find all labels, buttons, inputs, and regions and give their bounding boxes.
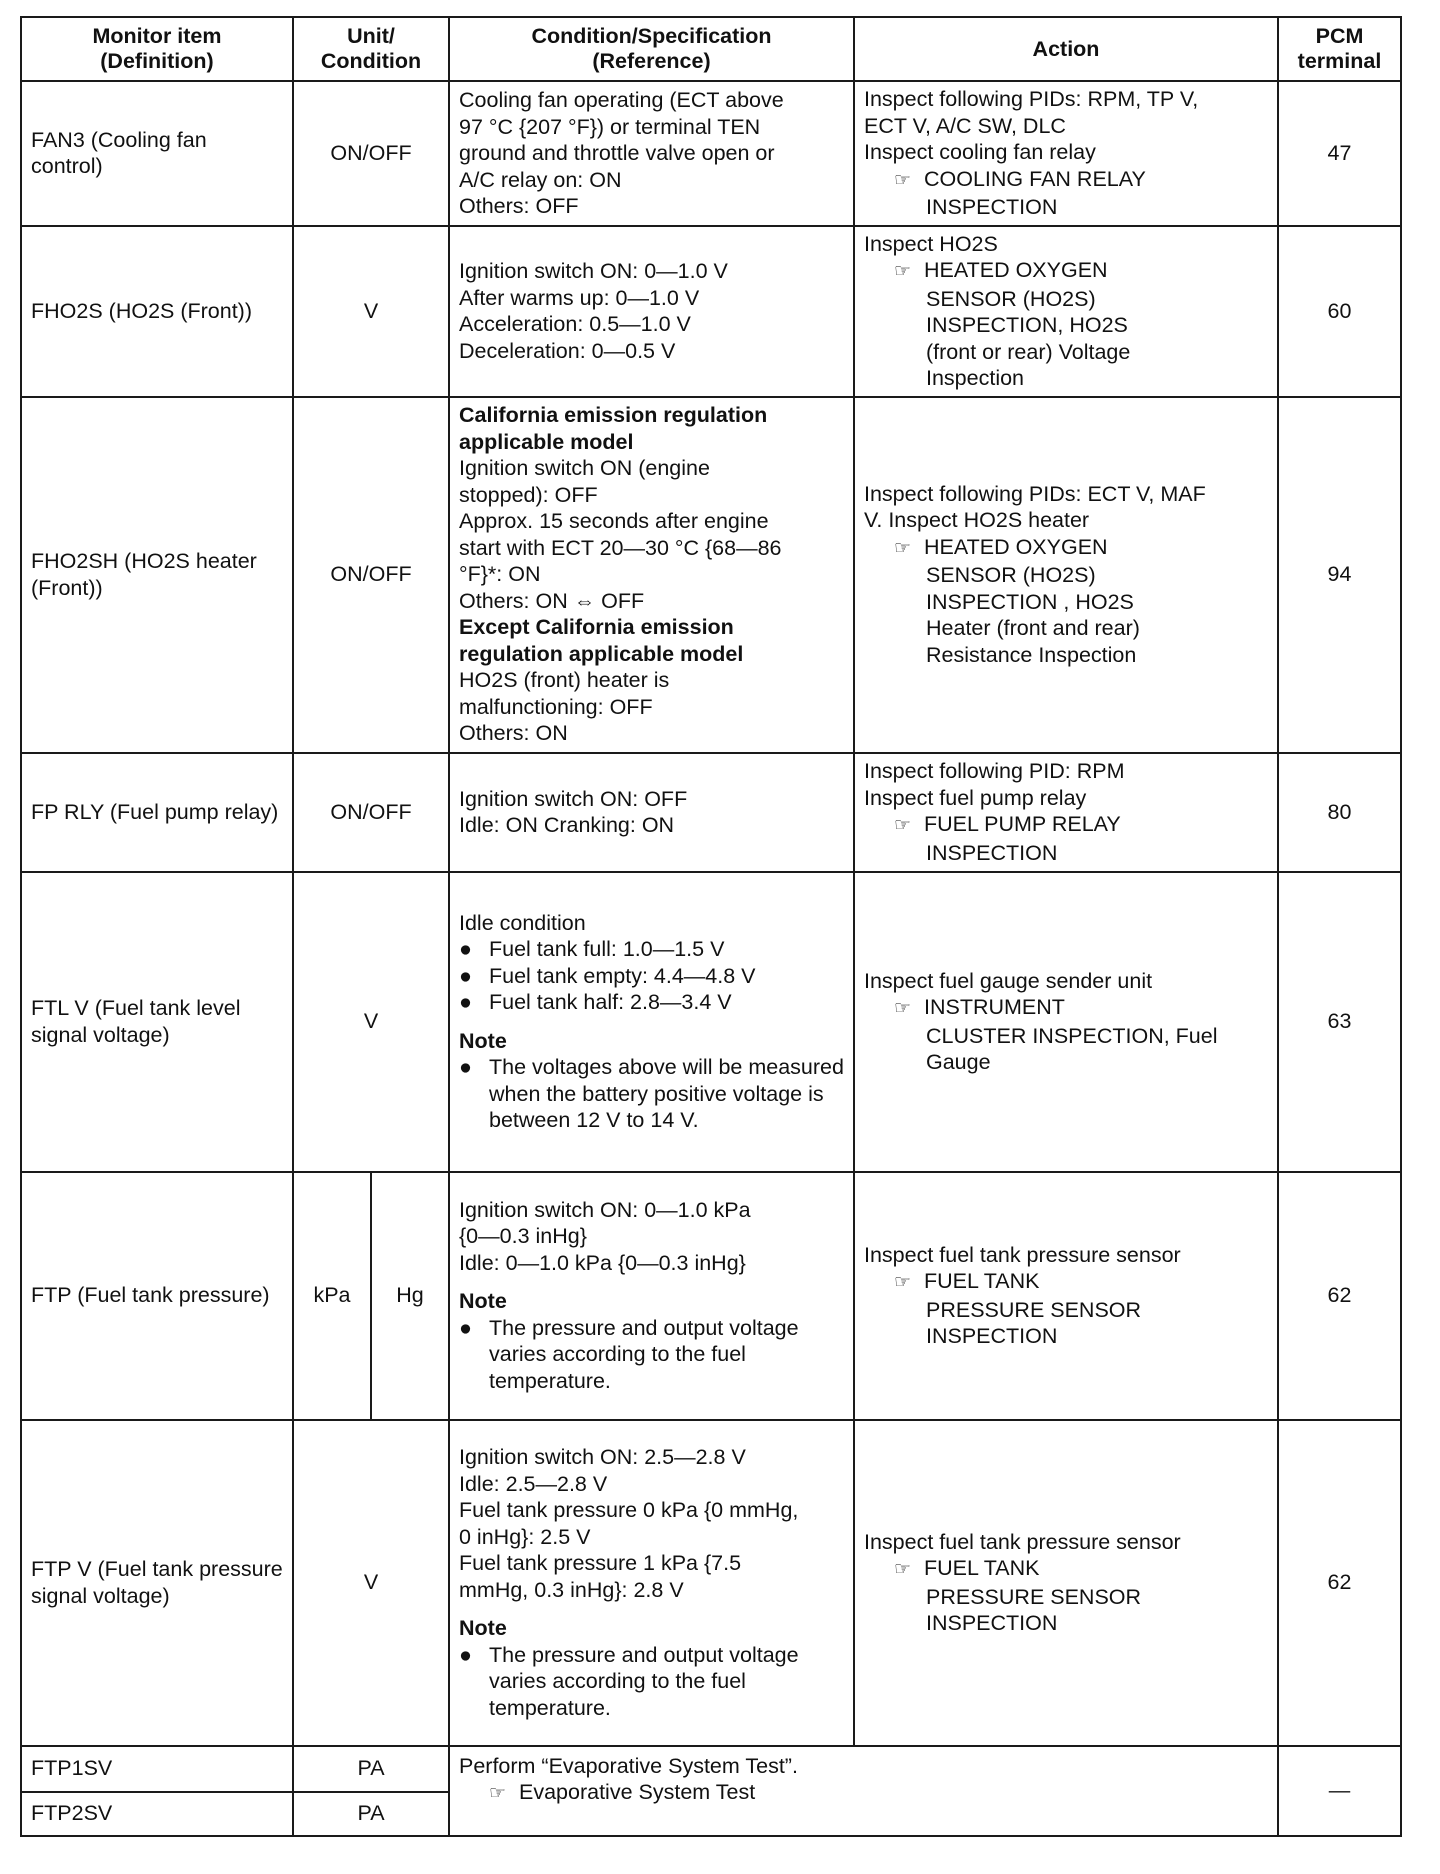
condition-cell: Ignition switch ON: 2.5—2.8 V Idle: 2.5—2.8 V Fuel tank pressure 0 kPa {0 mmHg, 0 inHg}: 2.5 V Fuel tank pressure 1 kPa {7.5 mmHg, 0.3 inHg}: 2.8 V Note ● The pressure and output voltage varies according to the fuel temperature. [449,1420,854,1746]
unit-cell: PA [293,1746,449,1792]
unit-cell: ON/OFF [293,81,449,226]
unit-cell-hg: Hg [371,1172,449,1420]
action-cell: Inspect following PID: RPM Inspect fuel pump relay ☞ FUEL PUMP RELAY INSPECTION [854,753,1278,872]
action-cell: Inspect fuel gauge sender unit ☞ INSTRUMENT CLUSTER INSPECTION, Fuel Gauge [854,872,1278,1172]
action-cell: Inspect fuel tank pressure sensor ☞ FUEL TANK PRESSURE SENSOR INSPECTION [854,1172,1278,1420]
table-row [21,81,1401,226]
pointing-hand-reference-icon: ☞ [894,998,912,1019]
pcm-terminal-cell: 80 [1278,753,1401,872]
monitor-item-cell: FTP (Fuel tank pressure) [21,1172,293,1420]
monitor-item-cell: FHO2S (HO2S (Front)) [21,226,293,397]
condition-cell: Ignition switch ON: OFF Idle: ON Cranking: ON [449,753,854,872]
monitor-item-cell: FAN3 (Cooling fan control) [21,81,293,226]
note-label: Note [459,1616,507,1640]
monitor-item-cell: FHO2SH (HO2S heater (Front)) [21,397,293,753]
pcm-terminal-cell: 62 [1278,1420,1401,1746]
table-row [21,1172,1401,1420]
condition-cell: Perform “Evaporative System Test”. ☞ Evaporative System Test [449,1746,1278,1836]
header-unit-condition: Unit/ Condition [293,17,449,81]
pointing-hand-reference-icon: ☞ [894,1559,912,1580]
pointing-hand-reference-icon: ☞ [894,537,912,559]
reference-link[interactable]: FUEL PUMP RELAY [924,812,1121,836]
table-row [21,1420,1401,1746]
bullet-icon: ● [459,1642,472,1667]
reference-link[interactable]: HEATED OXYGEN [924,534,1108,559]
reference-link[interactable]: INSTRUMENT [924,995,1065,1019]
pcm-terminal-cell: 47 [1278,81,1401,226]
action-cell: Inspect HO2S ☞ HEATED OXYGEN SENSOR (HO2S) INSPECTION, HO2S (front or rear) Voltage Inspection [854,226,1278,397]
bullet-icon: ● [459,990,472,1014]
reference-link[interactable]: COOLING FAN RELAY [924,166,1146,191]
action-cell: Inspect fuel tank pressure sensor ☞ FUEL TANK PRESSURE SENSOR INSPECTION [854,1420,1278,1746]
bullet-icon: ● [459,963,472,988]
table-row [21,753,1401,872]
reference-link[interactable]: HEATED OXYGEN [924,258,1108,282]
pointing-hand-reference-icon: ☞ [894,261,912,282]
monitor-item-cell: FTL V (Fuel tank level signal voltage) [21,872,293,1172]
note-label: Note [459,1028,507,1053]
table-row [21,872,1401,1172]
note-label: Note [459,1289,507,1314]
unit-cell: ON/OFF [293,397,449,753]
unit-cell: PA [293,1792,449,1836]
reference-link[interactable]: FUEL TANK [924,1556,1040,1580]
pointing-hand-reference-icon: ☞ [489,1783,507,1804]
bullet-icon: ● [459,1055,472,1079]
condition-cell: Ignition switch ON: 0—1.0 V After warms up: 0—1.0 V Acceleration: 0.5—1.0 V Deceleration: 0—0.5 V [449,226,854,397]
table-row [21,226,1401,397]
condition-cell: Ignition switch ON: 0—1.0 kPa {0—0.3 inHg} Idle: 0—1.0 kPa {0—0.3 inHg} Note ● The pressure and output voltage varies according to the fuel temperature. [449,1172,854,1420]
unit-cell-kpa: kPa [293,1172,371,1420]
monitor-item-cell: FTP2SV [21,1792,293,1836]
bullet-icon: ● [459,1315,472,1340]
monitor-item-table [20,16,1402,1837]
table-row [21,397,1401,753]
bullet-icon: ● [459,937,472,961]
pcm-terminal-cell: 94 [1278,397,1401,753]
pcm-terminal-cell: 63 [1278,872,1401,1172]
header-condition-specification: Condition/Specification (Reference) [449,17,854,81]
action-cell: Inspect following PIDs: ECT V, MAF V. Inspect HO2S heater ☞ HEATED OXYGEN SENSOR (HO2S) INSPECTION , HO2S Heater (front and rear) Resistance Inspection [854,397,1278,753]
unit-cell: V [293,1420,449,1746]
table-row [21,1746,1401,1792]
pcm-terminal-cell: 60 [1278,226,1401,397]
condition-cell: California emission regulation applicable model Ignition switch ON (engine stopped): OFF Approx. 15 seconds after engine start with ECT 20—30 °C {68—86 °F}*: ON Others: ON ⇔ OFF Except California emission regulation applicable model HO2S (front) heater is malfunctioning: OFF Others: ON [449,397,854,753]
unit-cell: V [293,872,449,1172]
unit-cell: V [293,226,449,397]
header-action: Action [854,17,1278,81]
pointing-hand-reference-icon: ☞ [894,815,912,836]
monitor-item-cell: FP RLY (Fuel pump relay) [21,753,293,872]
header-pcm-terminal: PCM terminal [1278,17,1401,81]
pcm-terminal-cell: — [1278,1746,1401,1836]
action-cell: Inspect following PIDs: RPM, TP V, ECT V, A/C SW, DLC Inspect cooling fan relay ☞ COOLING FAN RELAY INSPECTION [854,81,1278,226]
pcm-terminal-cell: 62 [1278,1172,1401,1420]
monitor-item-cell: FTP1SV [21,1746,293,1792]
pointing-hand-reference-icon: ☞ [894,1272,912,1293]
condition-cell: Idle condition ● Fuel tank full: 1.0—1.5 V ● Fuel tank empty: 4.4—4.8 V ● Fuel tank half: 2.8—3.4 V Note ● The voltages above will be measured when the battery positive voltage is between 12 V to 14 V. [449,872,854,1172]
reference-link[interactable]: Evaporative System Test [519,1780,756,1804]
condition-cell: Cooling fan operating (ECT above 97 °C {207 °F}) or terminal TEN ground and throttle valve open or A/C relay on: ON Others: OFF [449,81,854,226]
pointing-hand-reference-icon: ☞ [894,169,912,191]
monitor-item-cell: FTP V (Fuel tank pressure signal voltage) [21,1420,293,1746]
header-monitor-item: Monitor item (Definition) [21,17,293,81]
unit-cell: ON/OFF [293,753,449,872]
reference-link[interactable]: FUEL TANK [924,1269,1040,1293]
